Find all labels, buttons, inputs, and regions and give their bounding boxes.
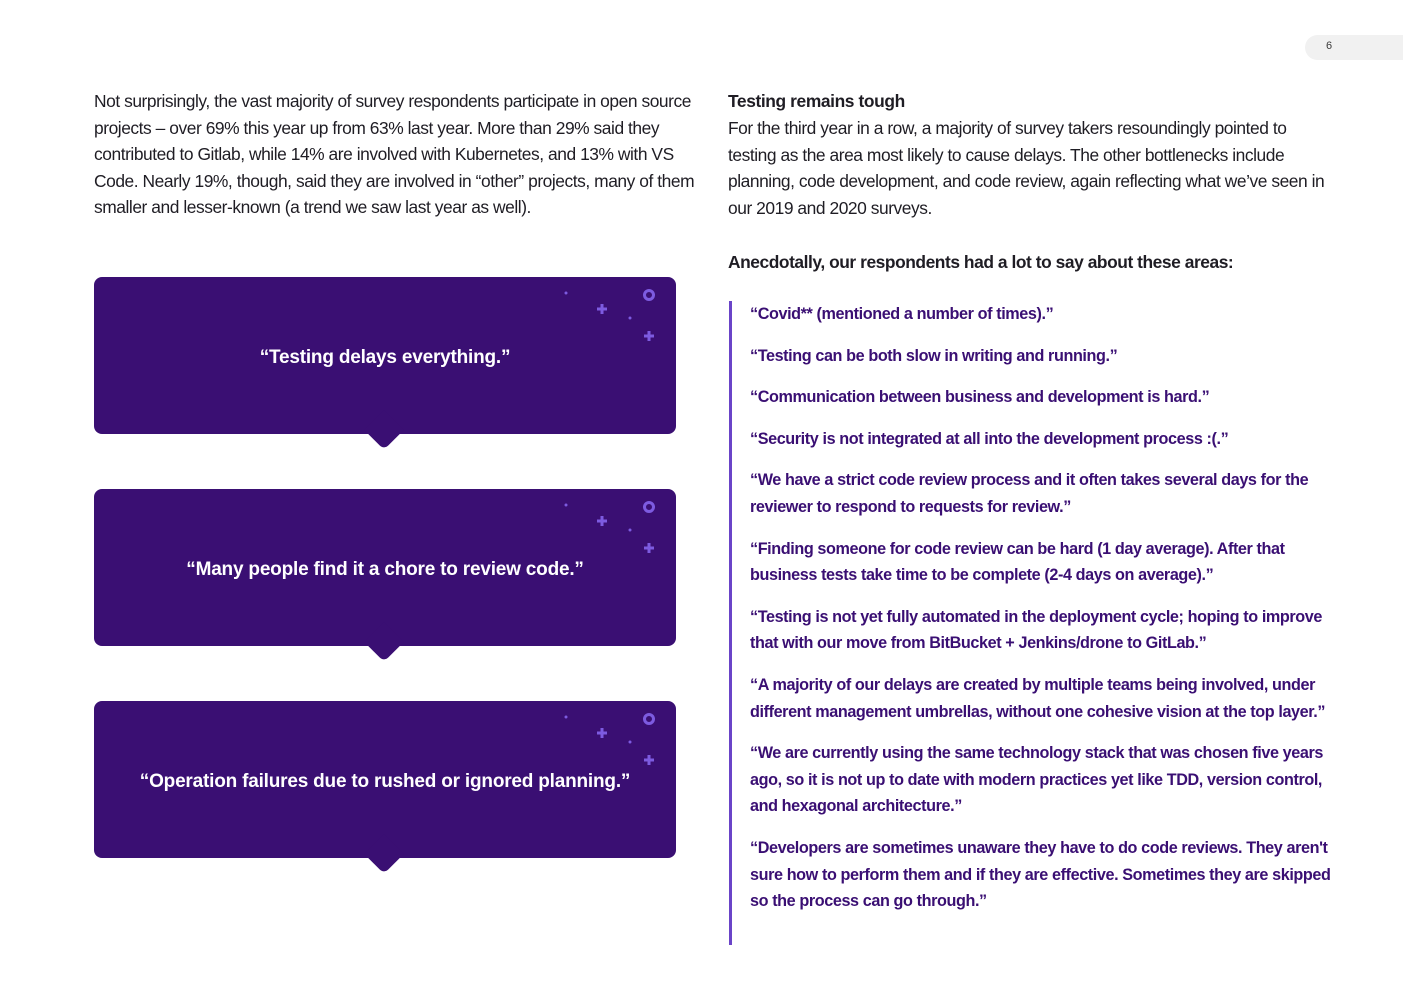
respondent-quote: “Developers are sometimes unaware they have to do code reviews. They aren't sure how to perform them and if they are effective. Sometimes they are skipped so the process can go through.” xyxy=(750,838,1331,911)
respondent-quote: “Testing is not yet fully automated in the deployment cycle; hoping to improve that with our move from BitBucket + Jenkins/drone to GitLab.” xyxy=(750,607,1322,653)
callout-card-2 xyxy=(94,489,676,646)
respondent-quote: “A majority of our delays are created by multiple teams being involved, under different management umbrellas, without one cohesive vision at the top layer.” xyxy=(750,675,1326,721)
page-number: 6 xyxy=(1326,40,1333,52)
intro-paragraph: Not surprisingly, the vast majority of survey respondents participate in open source projects – over 69% this year up from 63% last year. More than 29% said they contributed to Gitlab, while 14% are involved with Kubernetes, and 13% with VS Code. Nearly 19%, though, said they are involved in “other” projects, many of them smaller and lesser-known (a trend we saw last year as well). xyxy=(94,91,695,218)
respondent-quote: “We have a strict code review process and it often takes several days for the reviewer to respond to requests for review.” xyxy=(750,471,1309,516)
anecdote-lead: Anecdotally, our respondents had a lot to say about these areas: xyxy=(728,252,1234,272)
sparkle-decoration-icon xyxy=(556,713,666,777)
section-title: Testing remains tough xyxy=(728,91,905,111)
callout-card-1 xyxy=(94,277,676,434)
respondent-quote: “Testing can be both slow in writing and running.” xyxy=(750,346,1118,365)
sparkle-decoration-icon xyxy=(556,289,666,353)
respondent-quote: “Finding someone for code review can be hard (1 day average). After that business tests take time to be complete (2-4 days on average).” xyxy=(750,539,1285,585)
respondent-quote-list xyxy=(729,301,1332,945)
sparkle-decoration-icon xyxy=(556,501,666,565)
callout-quote-1: “Testing delays everything.” xyxy=(259,346,511,368)
callout-card-3 xyxy=(94,701,676,858)
callout-quote-2: “Many people find it a chore to review code.” xyxy=(186,558,584,580)
respondent-quote: “Covid** (mentioned a number of times).” xyxy=(750,305,1054,323)
respondent-quote: “Security is not integrated at all into the development process :(.” xyxy=(750,429,1229,448)
respondent-quote: “We are currently using the same technology stack that was chosen five years ago, so it is not up to date with modern practices yet like TDD, version control, and hexagonal architecture.” xyxy=(750,744,1323,816)
page-number-tab xyxy=(1305,35,1403,60)
section-body: For the third year in a row, a majority of survey takers resoundingly pointed to testing as the area most likely to cause delays. The other bottlenecks include planning, code development, and code review, again reflecting what we’ve seen in our 2019 and 2020 surveys. xyxy=(728,118,1325,218)
respondent-quote: “Communication between business and development is hard.” xyxy=(750,388,1210,407)
callout-quote-3: “Operation failures due to rushed or ignored planning.” xyxy=(139,770,631,792)
